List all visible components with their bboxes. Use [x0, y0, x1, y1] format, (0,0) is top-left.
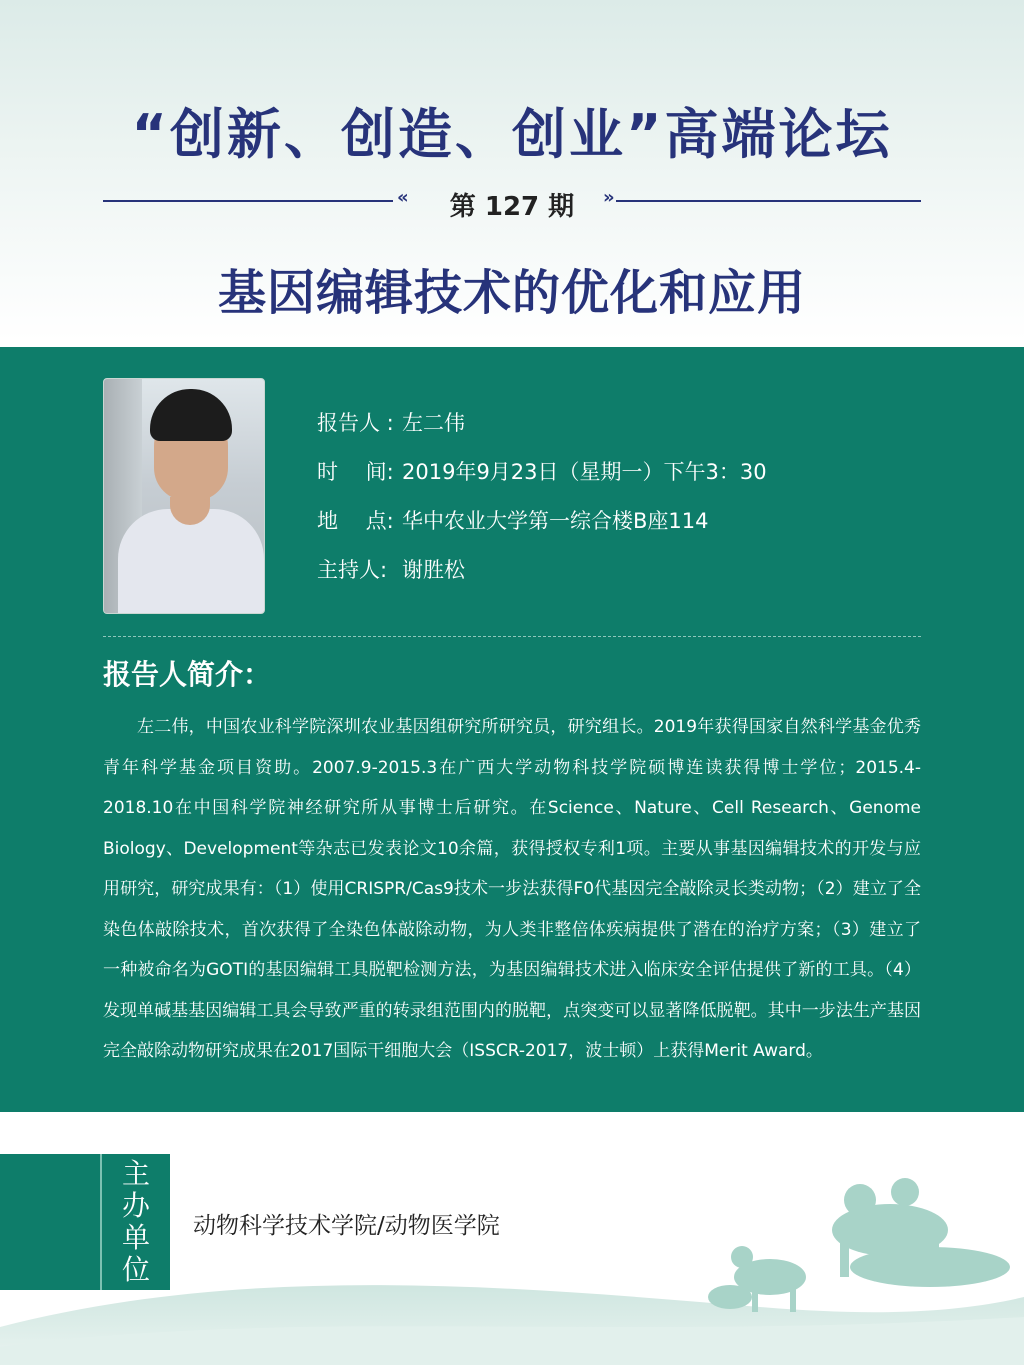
event-details	[317, 407, 767, 603]
detail-value: 左二伟	[402, 411, 465, 435]
detail-speaker	[317, 407, 767, 456]
footer	[0, 1112, 1024, 1365]
chevron-left-icon: «	[397, 187, 409, 208]
issue-number: 第 127 期	[449, 192, 575, 222]
detail-label: 地 点:	[317, 509, 394, 533]
speaker-photo	[103, 378, 265, 614]
bio-body	[103, 707, 921, 1072]
detail-label: 时 间:	[317, 460, 394, 484]
bio-heading: 报告人简介：	[103, 658, 272, 691]
detail-value: 2019年9月23日（星期一）下午3：30	[402, 460, 767, 484]
talk-title: 基因编辑技术的优化和应用	[217, 265, 806, 321]
organizer-label: 主 办 单 位	[100, 1154, 170, 1290]
chevron-right-icon: »	[603, 187, 615, 208]
detail-value: 谢胜松	[402, 558, 465, 582]
detail-location	[317, 505, 767, 554]
organizer-name: 动物科学技术学院/动物医学院	[193, 1213, 500, 1239]
divider-right	[616, 200, 921, 202]
header	[0, 0, 1024, 347]
bio-text: 左二伟，中国农业科学院深圳农业基因组研究所研究员，研究组长。2019年获得国家自然科学基金优秀青年科学基金项目资助。2007.9-2015.3在广西大学动物科技学院硕博连读获得博士学位；2015.4-2018.10在中国科学院神经研究所从事博士后研究。在Science、Nature、Cell Research、Genome Biology、Development等杂志已发表论文10余篇，获得授权专利1项。主要从事基因编辑技术的开发与应用研究，研究成果有：（1）使用CRISPR/Cas9技术一步法获得F0代基因完全敲除灵长类动物；（2）建立了全染色体敲除技术，首次获得了全染色体敲除动物，为人类非整倍体疾病提供了潜在的治疗方案；（3）建立了一种被命名为GOTI的基因编辑工具脱靶检测方法，为基因编辑技术进入临床安全评估提供了新的工具。（4）发现单碱基基因编辑工具会导致严重的转录组范围内的脱靶，点突变可以显著降低脱靶。其中一步法生产基因完全敲除动物研究成果在2017国际干细胞大会（ISSCR-2017，波士顿）上获得Merit Award。	[103, 717, 921, 1061]
detail-label: 报告人 :	[317, 411, 394, 435]
detail-label: 主持人:	[317, 558, 388, 582]
detail-host	[317, 554, 767, 603]
issue-row	[103, 186, 921, 222]
organizer-bar	[0, 1154, 100, 1290]
forum-title: “创新、创造、创业”高端论坛	[131, 103, 893, 166]
detail-time	[317, 456, 767, 505]
content-panel	[0, 347, 1024, 1112]
detail-value: 华中农业大学第一综合楼B座114	[402, 509, 709, 533]
dashed-divider	[103, 636, 921, 637]
